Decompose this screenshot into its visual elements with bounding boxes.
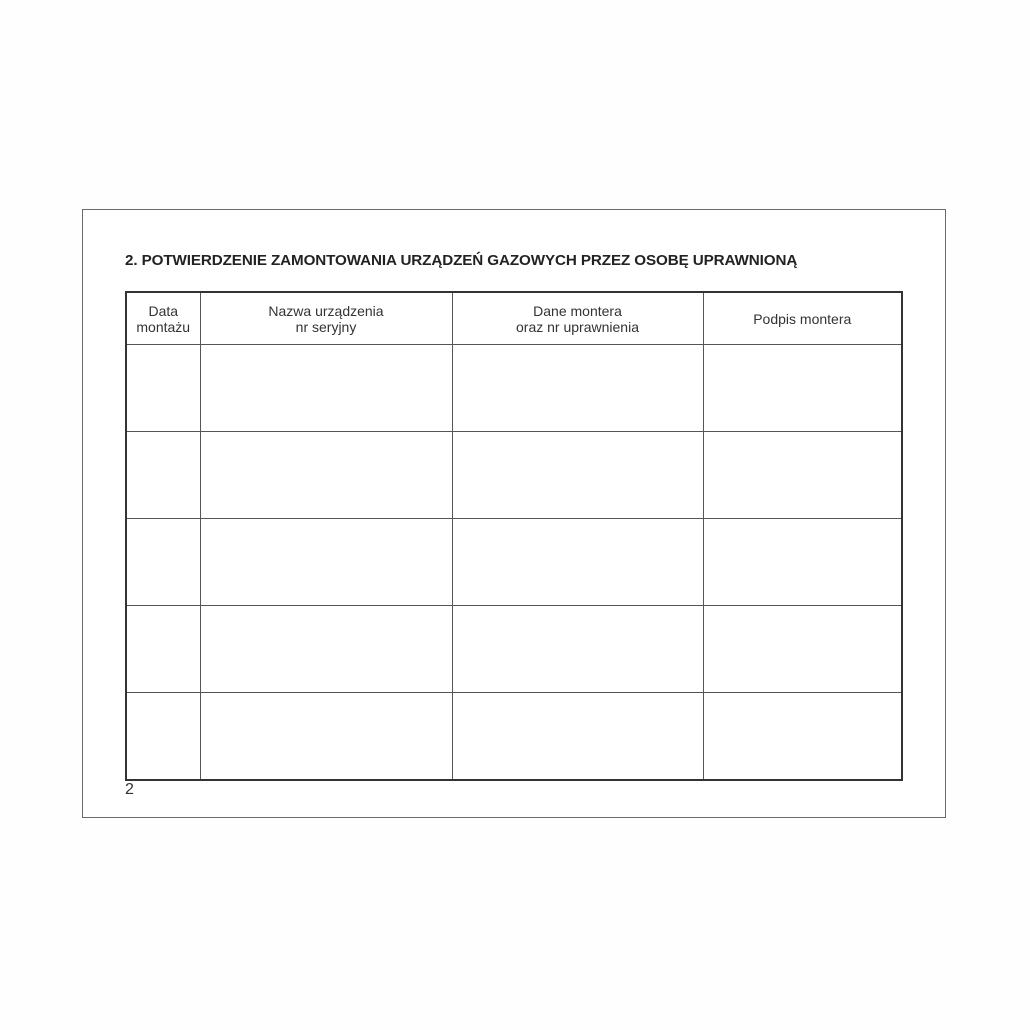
cell-signature[interactable] [703, 693, 902, 781]
table-row [126, 345, 902, 432]
cell-date[interactable] [126, 606, 200, 693]
cell-date[interactable] [126, 693, 200, 781]
cell-signature[interactable] [703, 519, 902, 606]
cell-installer[interactable] [452, 345, 703, 432]
cell-signature[interactable] [703, 432, 902, 519]
cell-date[interactable] [126, 519, 200, 606]
header-installer-signature [703, 292, 902, 345]
header-installation-date [126, 292, 200, 345]
cell-date[interactable] [126, 345, 200, 432]
table-row [126, 519, 902, 606]
header-line: Nazwa urządzenia [268, 302, 384, 319]
cell-device[interactable] [200, 693, 452, 781]
header-device-name [200, 292, 452, 345]
header-line: montażu [136, 318, 191, 335]
header-line: oraz nr uprawnienia [516, 318, 639, 335]
header-line: Podpis montera [753, 310, 852, 327]
cell-device[interactable] [200, 519, 452, 606]
page-number: 2 [125, 781, 134, 798]
cell-installer[interactable] [452, 519, 703, 606]
header-line: Dane montera [533, 302, 622, 319]
cell-device[interactable] [200, 432, 452, 519]
header-line: nr seryjny [295, 318, 357, 335]
installation-confirmation-table [125, 291, 903, 781]
cell-device[interactable] [200, 345, 452, 432]
cell-installer[interactable] [452, 606, 703, 693]
cell-date[interactable] [126, 432, 200, 519]
table-header-row [126, 292, 902, 345]
cell-signature[interactable] [703, 345, 902, 432]
table-row [126, 432, 902, 519]
cell-installer[interactable] [452, 693, 703, 781]
section-title: 2. POTWIERDZENIE ZAMONTOWANIA URZĄDZEŃ GAZOWYCH PRZEZ OSOBĘ UPRAWNIONĄ [125, 252, 798, 269]
header-installer-data [452, 292, 703, 345]
cell-installer[interactable] [452, 432, 703, 519]
cell-device[interactable] [200, 606, 452, 693]
table-row [126, 606, 902, 693]
header-line: Data [148, 302, 179, 319]
cell-signature[interactable] [703, 606, 902, 693]
table-row [126, 693, 902, 781]
